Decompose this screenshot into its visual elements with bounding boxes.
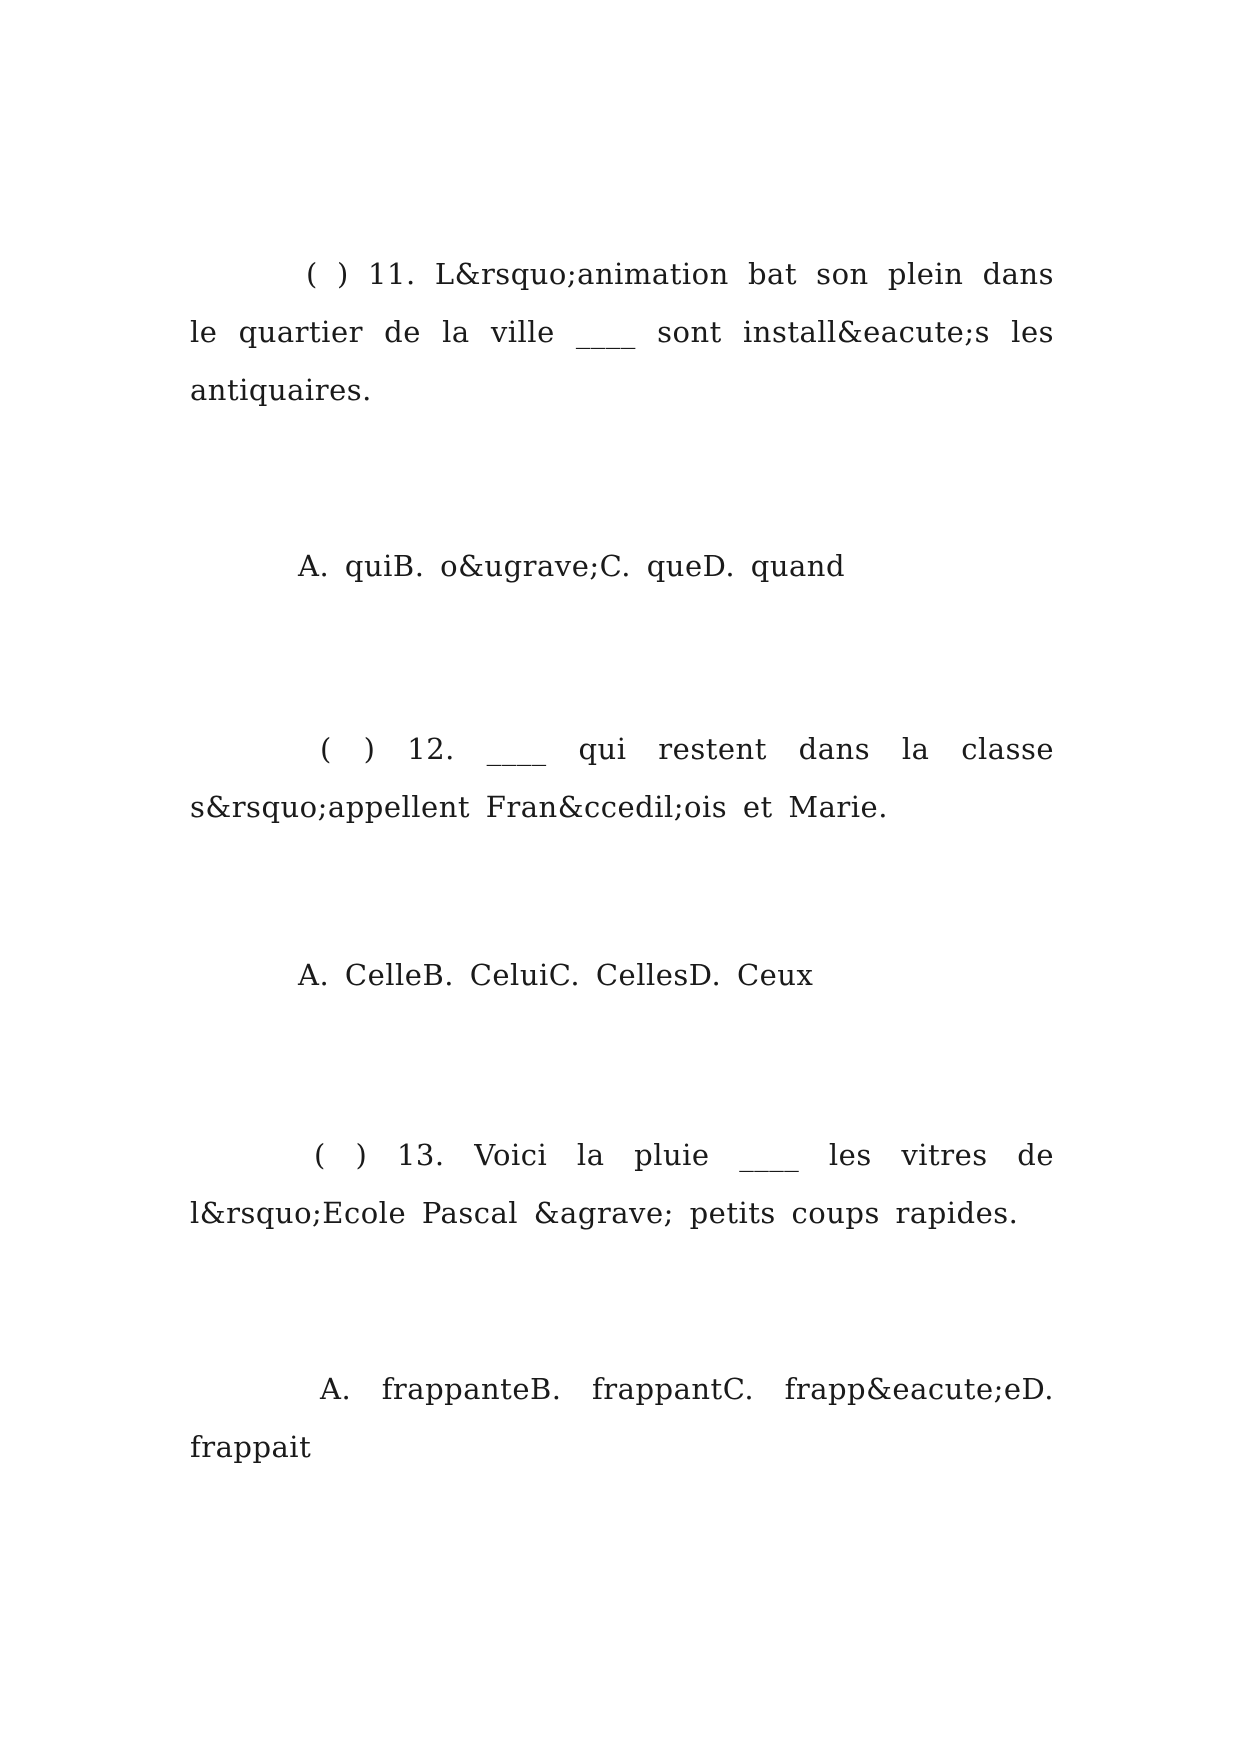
question-12-options: A. CelleB. CeluiC. CellesD. Ceux	[298, 958, 814, 992]
question-11: ( ) 11. L&rsquo;animation bat son plein dans le quartier de la ville ____ sont install&eacute;s les antiquaires.	[190, 257, 1054, 407]
question-12: ( ) 12. ____ qui restent dans la classe s&rsquo;appellent Fran&ccedil;ois et Marie.	[190, 732, 1054, 824]
question-13-options: A. frappanteB. frappantC. frapp&eacute;eD. frappait	[190, 1372, 1054, 1464]
question-13: ( ) 13. Voici la pluie ____ les vitres de l&rsquo;Ecole Pascal &agrave; petits coups rapides.	[190, 1138, 1054, 1230]
question-11-options: A. quiB. o&ugrave;C. queD. quand	[298, 549, 846, 583]
